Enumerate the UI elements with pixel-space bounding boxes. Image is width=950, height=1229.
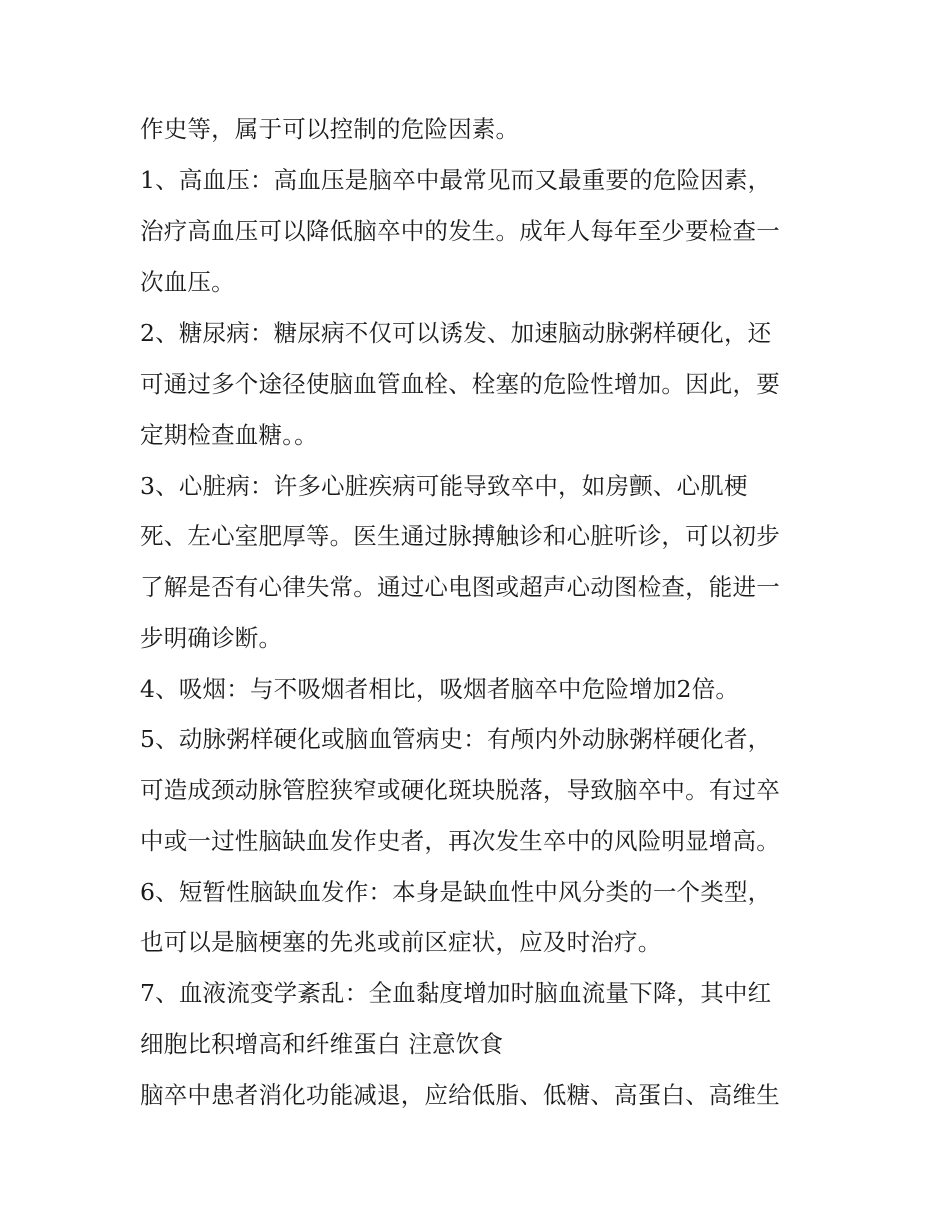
text-line: 2、糖尿病：糖尿病不仅可以诱发、加速脑动脉粥样硬化，还 [140, 319, 772, 347]
text-line: 定期检查血糖。。 [140, 421, 318, 449]
text-line: 细胞比积增高和纤维蛋白 注意饮食 [140, 1030, 504, 1058]
text-line: 死、左心室肥厚等。医生通过脉搏触诊和心脏听诊，可以初步 [140, 522, 780, 550]
text-line: 7、血液流变学紊乱：全血黏度增加时脑血流量下降，其中红 [140, 979, 772, 1007]
text-line: 4、吸烟：与不吸烟者相比，吸烟者脑卒中危险增加2倍。 [140, 675, 740, 703]
text-line: 6、短暂性脑缺血发作：本身是缺血性中风分类的一个类型， [140, 878, 772, 906]
text-line: 可通过多个途径使脑血管血栓、栓塞的危险性增加。因此，要 [140, 370, 780, 398]
text-line: 3、心脏病：许多心脏疾病可能导致卒中，如房颤、心肌梗 [140, 472, 748, 500]
text-line: 中或一过性脑缺血发作史者，再次发生卒中的风险明显增高。 [140, 827, 780, 855]
text-line: 5、动脉粥样硬化或脑血管病史：有颅内外动脉粥样硬化者， [140, 725, 772, 753]
text-line: 也可以是脑梗塞的先兆或前区症状，应及时治疗。 [140, 928, 662, 956]
text-line: 步明确诊断。 [140, 624, 283, 652]
text-line: 作史等，属于可以控制的危险因素。 [140, 115, 520, 143]
text-line: 可造成颈动脉管腔狭窄或硬化斑块脱落，导致脑卒中。有过卒 [140, 776, 780, 804]
text-line: 治疗高血压可以降低脑卒中的发生。成年人每年至少要检查一 [140, 217, 780, 245]
text-line: 了解是否有心律失常。通过心电图或超声心动图检查，能进一 [140, 573, 780, 601]
text-line: 次血压。 [140, 268, 235, 296]
text-line: 脑卒中患者消化功能减退，应给低脂、低糖、高蛋白、高维生 [140, 1081, 780, 1109]
text-line: 1、高血压：高血压是脑卒中最常见而又最重要的危险因素， [140, 166, 772, 194]
